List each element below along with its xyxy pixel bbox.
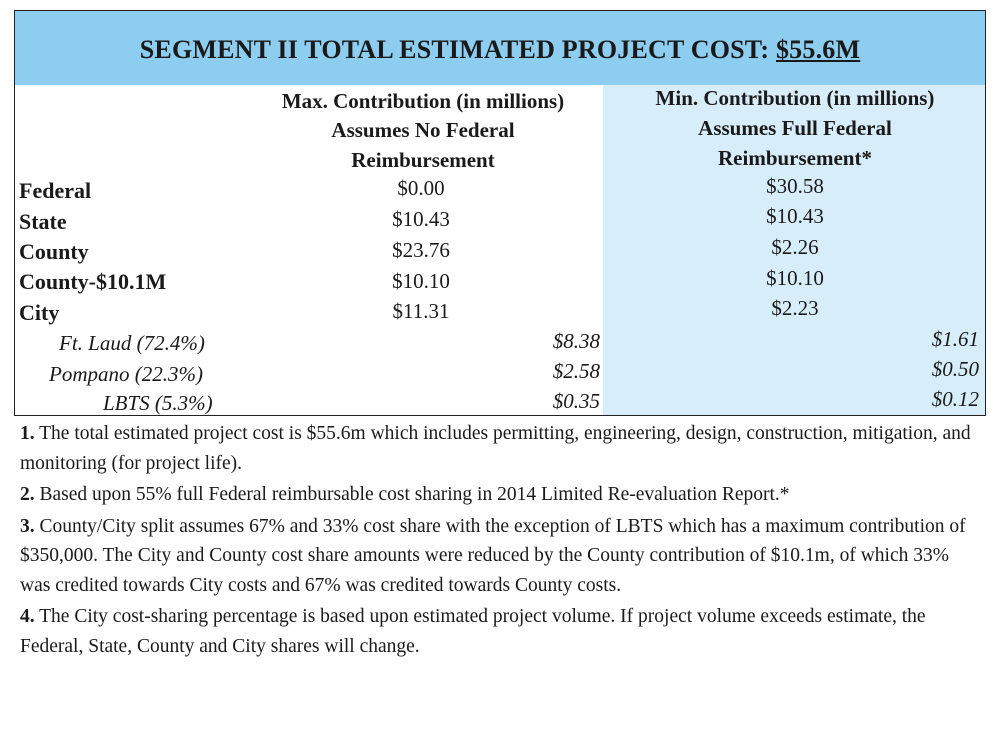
row-max-city: $11.31 xyxy=(392,299,450,323)
row-max-federal: $0.00 xyxy=(397,176,445,200)
subrow-min-pompano: $0.50 xyxy=(931,357,979,381)
table-title xyxy=(15,35,985,65)
min-header-line1: Min. Contribution (in millions) xyxy=(655,86,935,110)
subrow-min-lbts: $0.12 xyxy=(931,387,979,411)
min-header-line3: Reimbursement* xyxy=(718,146,872,170)
row-min-federal: $30.58 xyxy=(766,174,824,198)
row-min-state: $10.43 xyxy=(766,204,824,228)
footnote-4 xyxy=(20,602,980,661)
min-header-line2: Assumes Full Federal xyxy=(698,116,892,140)
footnote-3-number: 3. xyxy=(20,515,35,537)
row-min-city: $2.23 xyxy=(771,296,819,320)
row-min-county-10-1m: $10.10 xyxy=(766,266,824,290)
footnote-2 xyxy=(20,480,980,510)
title-amount: $55.6M xyxy=(775,35,861,64)
footnote-2-number: 2. xyxy=(20,484,35,505)
row-label-county-10-1m: County-$10.1M xyxy=(19,269,167,294)
footnote-1-number: 1. xyxy=(20,423,35,444)
row-label-federal: Federal xyxy=(19,178,92,203)
max-header-line2: Assumes No Federal xyxy=(331,118,515,142)
row-max-state: $10.43 xyxy=(392,207,450,231)
title-band xyxy=(15,11,985,85)
footnote-3-text: County/City split assumes 67% and 33% cost share with the exception of LBTS which has a maximum contribution of $350,000. The City and County cost share amounts were reduced by the County contribution of $10.1m, of which 33% was credited towards City costs and 67% was credited towards County costs. xyxy=(20,515,966,596)
subrow-max-lbts: $0.35 xyxy=(552,389,600,413)
max-header-line1: Max. Contribution (in millions) xyxy=(281,89,565,113)
footnote-3 xyxy=(20,512,980,601)
footnote-1-text: The total estimated project cost is $55.6m which includes permitting, engineering, design, construction, mitigation, and monitoring (for project life). xyxy=(20,423,971,474)
footnote-4-number: 4. xyxy=(20,606,35,627)
footnotes xyxy=(20,419,980,663)
footnote-4-text: The City cost-sharing percentage is based upon estimated project volume. If project volume exceeds estimate, the Federal, State, County and City shares will change. xyxy=(20,606,926,657)
subrow-label-pompano: Pompano (22.3%) xyxy=(49,362,203,386)
subrow-label-ft-laud: Ft. Laud (72.4%) xyxy=(59,331,205,355)
row-label-state: State xyxy=(19,209,67,234)
row-label-county: County xyxy=(19,239,89,264)
subrow-min-ft-laud: $1.61 xyxy=(931,327,979,351)
subrow-max-ft-laud: $8.38 xyxy=(552,329,600,353)
footnote-2-text: Based upon 55% full Federal reimbursable cost sharing in 2014 Limited Re-evaluation Report.* xyxy=(34,484,790,505)
footnote-1 xyxy=(20,419,980,478)
row-min-county: $2.26 xyxy=(771,235,819,259)
cost-table xyxy=(14,10,986,416)
row-max-county: $23.76 xyxy=(392,238,450,262)
row-label-city: City xyxy=(19,300,60,325)
row-max-county-10-1m: $10.10 xyxy=(392,269,450,293)
title-text: SEGMENT II TOTAL ESTIMATED PROJECT COST: xyxy=(139,35,776,64)
subrow-label-lbts: LBTS (5.3%) xyxy=(103,391,213,415)
subrow-max-pompano: $2.58 xyxy=(552,359,600,383)
max-header-line3: Reimbursement xyxy=(351,148,495,172)
